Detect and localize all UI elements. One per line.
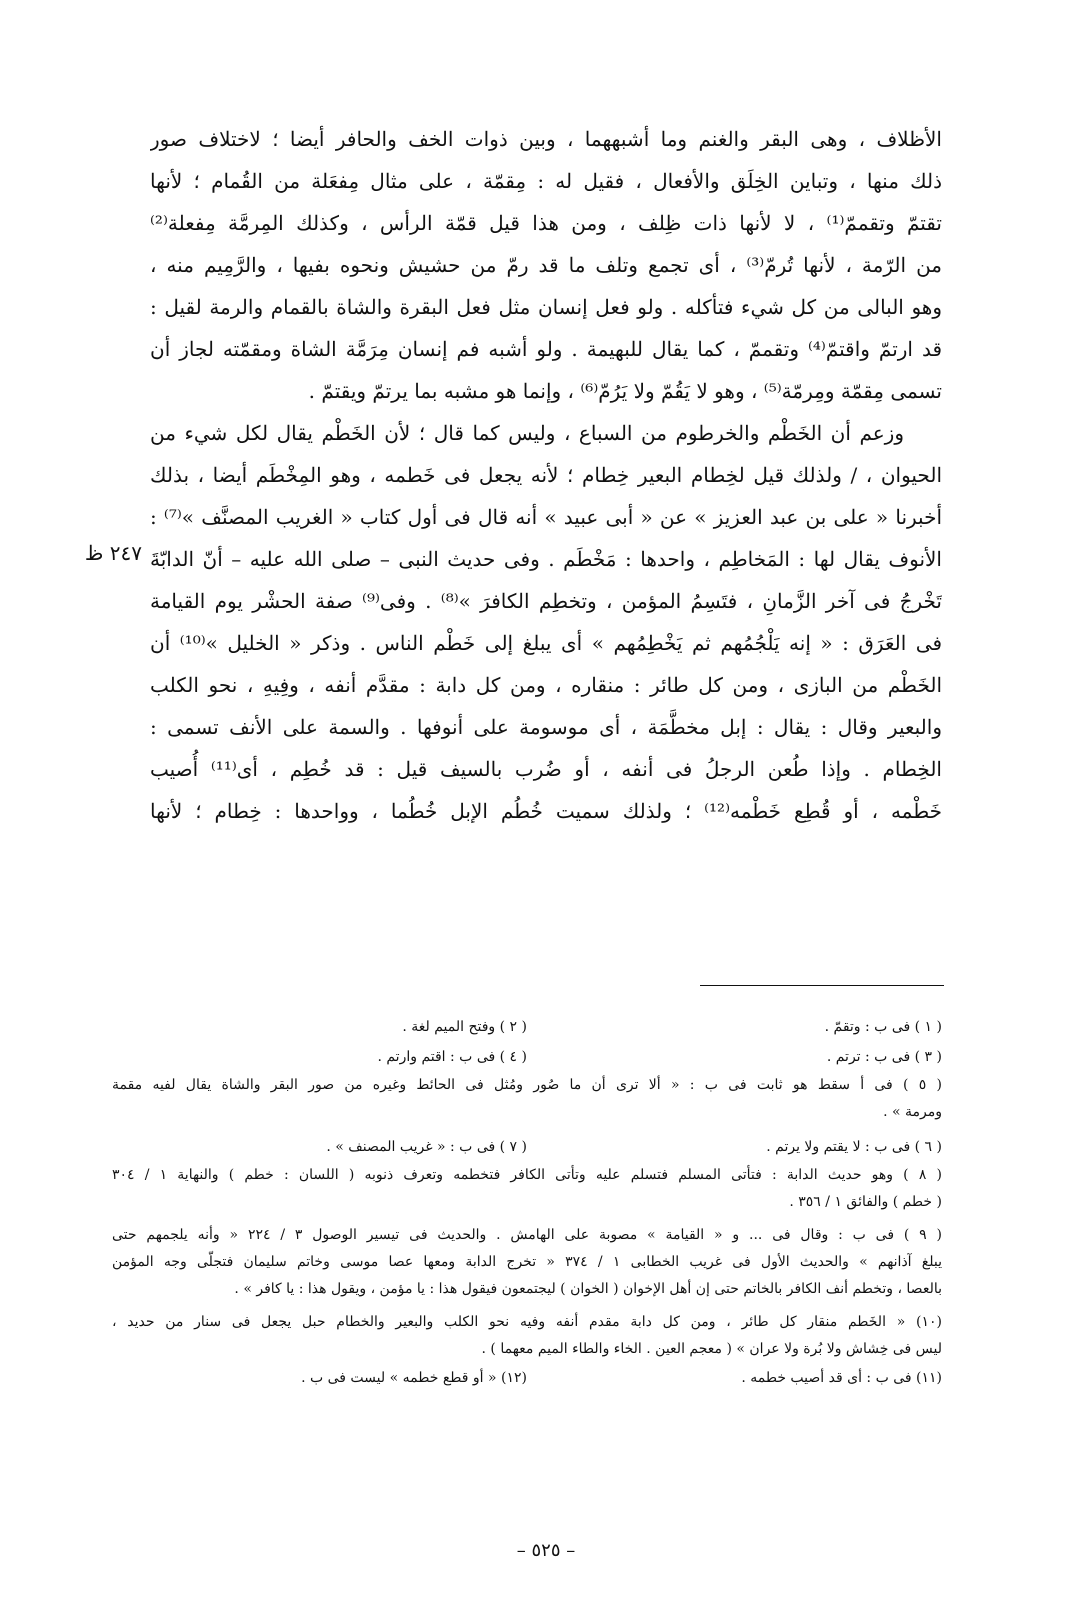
- footnote-6: ( ٦ ) فى ب : لا يقتم ولا يرتم .: [766, 1139, 942, 1155]
- footnote-8: ( ٨ ) وهو حديث الدابة : فتأتى المسلم فتسلم عليه وتأتى الكافر فتخطمه وتعرف ذنوبه ( اللسان : خطم ) والنهاية ١ / ٣٠٤: [112, 1167, 942, 1183]
- main-text: [150, 118, 942, 832]
- footnote-row: [112, 1363, 942, 1393]
- footnote-10: (١٠) « الخَطم منقار كل طائر ، ومن كل دابة مقدم أنفه وفيه نحو الكلب والبعير والخطام حبل يجعل فى سنار من حديد ،: [112, 1314, 942, 1330]
- text-line: تقتمّ وتقممّ⁽¹⁾ ، لا لأنها ذات ظِلف ، ومن هذا قيل قمّة الرأس ، وكذلك المِرمَّة مِفعلة⁽²⁾: [150, 211, 942, 235]
- page-number: – ٥٢٥ –: [516, 1540, 576, 1561]
- footnote-11: (١١) فى ب : أى قد أصيب خطمه .: [741, 1370, 942, 1386]
- footnote-9: ( ٩ ) فى ب : وقال فى ... و « القيامة » مصوبة على الهامش . والحديث فى تيسير الوصول ٣ / ٢٢٤ « وأنه يلجمهم حتى: [112, 1227, 942, 1243]
- footnote-10-cont: ليس فى خِشاش ولا بُرة ولا عران » ( معجم العين . الخاء والطاء الميم معهما ) .: [481, 1341, 942, 1357]
- text-line: تسمى مِقمّة ومِرمّة⁽⁵⁾ ، وهو لا يَقُمّ ولا يَرُمّ⁽⁶⁾ ، وإنما هو مشبه بما يرتمّ ويقتمّ .: [308, 379, 942, 403]
- text-line: الأنوف يقال لها : المَخاطِم ، واحدها : مَخْطَم . وفى حديث النبى – صلى الله عليه – أنّ الدابّةَ: [150, 547, 942, 571]
- footnote-2: ( ٢ ) وفتح الميم لغة .: [402, 1019, 527, 1035]
- manuscript-folio-marker: ٢٤٧ ظ: [84, 541, 142, 565]
- footnote-1: ( ١ ) فى ب : وتقمّ .: [824, 1019, 942, 1035]
- footnote-row: [112, 1042, 942, 1072]
- text-line: وزعم أن الخَطْم والخرطوم من السباع ، وليس كما قال ؛ لأن الخَطْم يقال لكل شيء من: [150, 421, 904, 445]
- footnote-8-cont: ( خطم ) والفائق ١ / ٣٥٦ .: [789, 1194, 942, 1210]
- text-line: الخَطْم من البازى ، ومن كل طائر : منقاره ، ومن كل دابة : مقدَّم أنفه ، وفِيهِ ، نحو الكلب: [150, 673, 942, 697]
- footnote-5: ( ٥ ) فى أ سقط هو ثابت فى ب : « ألا ترى أن ما صُور ومُثل فى الحائط وغيره من صور البقر والشاة يقال لفيه مقمة: [112, 1077, 942, 1093]
- text-line: أخبرنا « على بن عبد العزيز » عن « أبى عبيد » أنه قال فى أول كتاب « الغريب المصنَّف »⁽⁷⁾ :: [150, 505, 942, 529]
- text-line: الخِطام . وإذا طُعن الرجلُ فى أنفه ، أو ضُرب بالسيف قيل : قد خُطِم ، أى⁽¹¹⁾ أُصيب: [150, 757, 942, 781]
- text-line: تَخْرجُ فى آخر الزَّمانِ ، فتَسِمُ المؤمن ، وتخطِم الكافرَ »⁽⁸⁾ . وفى⁽⁹⁾ صفة الحشْر يوم القيامة: [150, 589, 942, 613]
- footnote-7: ( ٧ ) فى ب : « غريب المصنف » .: [326, 1139, 527, 1155]
- text-line: الأظلاف ، وهى البقر والغنم وما أشبههما ، وبين ذوات الخف والحافر أيضا ؛ لاختلاف صور: [150, 127, 942, 151]
- text-line: خَطْمه ، أو قُطِع خَطْمه⁽¹²⁾ ؛ ولذلك سميت خُطُم الإبل خُطُما ، وواحدها : خِطام ؛ لأنها: [150, 799, 942, 823]
- footnote-separator: [700, 985, 944, 986]
- footnote-3: ( ٣ ) فى ب : ترتم .: [826, 1049, 942, 1065]
- text-line: فى العَرَق : « إنه يَلْجُمُهم ثم يَخْطِمُهم » أى يبلغ إلى خَطْم الناس . وذكر « الخليل »⁽¹⁰⁾ أن: [150, 631, 942, 655]
- text-line: الحيوان ، / ولذلك قيل لخِطام البعير خِطام ؛ لأنه يجعل فى خَطمه ، وهو المِخْطَم أيضا ، بذلك: [150, 463, 942, 487]
- text-line: ذلك منها ، وتباين الخِلَق والأفعال ، فقيل له : مِقمّة ، على مثال مِفعَلة من القُمام ؛ لأنها: [150, 169, 942, 193]
- text-line: وهو البالى من كل شيء فتأكله . ولو فعل إنسان مثل فعل البقرة والشاة بالقمام والرمة لقيل :: [150, 295, 942, 319]
- text-line: قد ارتمّ واقتمّ⁽⁴⁾ وتقممّ ، كما يقال للبهيمة . ولو أشبه فم إنسان مِرَمَّة الشاة ومقمّته لجاز أن: [150, 337, 942, 361]
- footnote-row: [112, 1132, 942, 1162]
- footnote-9-cont: بالعصا ، وتخطم أنف الكافر بالخاتم حتى إن أهل الإخوان ( الخوان ) ليجتمعون فيقول هذا : يا مؤمن ، ويقول هذا : يا كافر » .: [234, 1281, 942, 1297]
- text-line: والبعير وقال : يقال : إبل مخطَّمَة ، أى موسومة على أنوفها . والسمة على الأنف تسمى :: [150, 715, 942, 739]
- footnote-9-cont: يبلغ آذانهم » والحديث الأول فى غريب الخطابى ١ / ٣٧٤ « تخرج الدابة ومعها عصا موسى وخاتم سليمان فتجلّى وجه المؤمن: [112, 1254, 942, 1270]
- text-line: من الرّمة ، لأنها تُرمّ⁽³⁾ ، أى تجمع وتلف ما قد رمّ من حشيش ونحوه بفيها ، والرَّمِيم منه ،: [150, 253, 942, 277]
- footnote-row: [112, 1012, 942, 1042]
- footnote-4: ( ٤ ) فى ب : اقتم وارتم .: [377, 1049, 527, 1065]
- footnote-12: (١٢) « أو قطع خطمه » ليست فى ب .: [301, 1370, 527, 1386]
- footnotes: [112, 1012, 942, 1393]
- footnote-5-cont: ومرمة » .: [883, 1104, 942, 1120]
